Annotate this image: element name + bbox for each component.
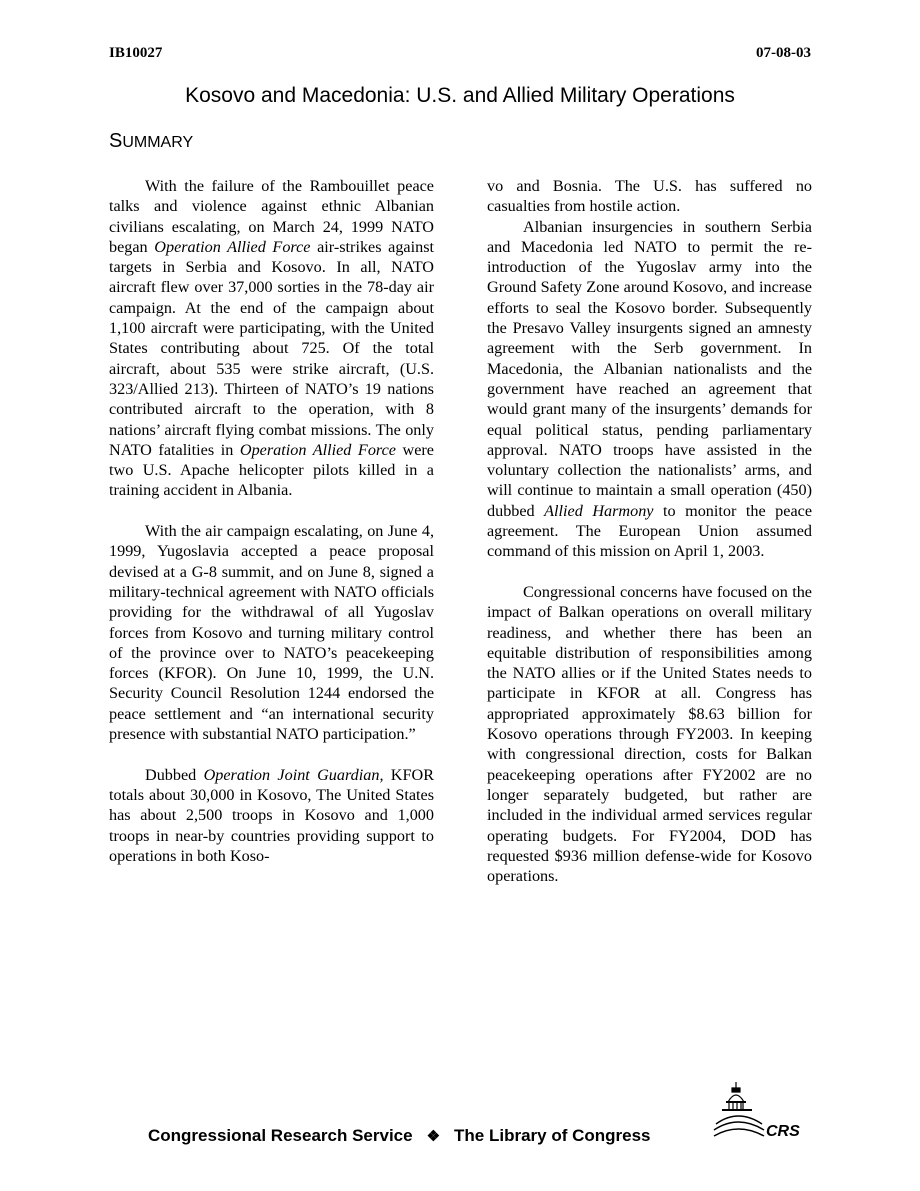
paragraph-albanian-insurgencies xyxy=(487,217,812,562)
footer-library-name: The Library of Congress xyxy=(454,1126,651,1145)
paragraph-congressional-concerns: Congressional concerns have focused on the impact of Balkan operations on overall military readiness, and whether there has been an equitable distribution of responsibilities among the NATO allies or if the United States needs to participate in KFOR at all. Congress has appropriated approximately $8.63 billion for Kosovo operations through FY2003. In keeping with congressional direction, costs for Balkan peacekeeping operations after FY2002 are no longer separately budgeted, but rather are included in the individual armed services regular operating budgets. For FY2004, DOD has requested $936 million defense-wide for Kosovo operations. xyxy=(487,582,812,886)
summary-heading xyxy=(109,130,193,153)
paragraph-rambouillet xyxy=(109,176,434,501)
operation-name: Operation Allied Force xyxy=(239,440,396,459)
text-run: to monitor the peace agreement. The European Union assumed command of this mission on April 1, 2003. xyxy=(487,501,812,561)
text-run: air-strikes against targets in Serbia and Kosovo. In all, NATO aircraft flew over 37,000 sorties in the 78-day air campaign. At the end of the campaign about 1,100 aircraft were participating, with the United States contributing about 725. Of the total aircraft, about 535 were strike aircraft, (U.S. 323/Allied 213). Thirteen of NATO’s 19 nations contributed aircraft to the operation, with 8 nations’ aircraft flying combat missions. The only NATO fatalities in xyxy=(109,237,434,459)
paragraph-joint-guardian xyxy=(109,765,434,866)
text-run: With the failure of the Rambouillet peace talks and violence against ethnic Albanian civilians escalating, on March 24, 1999 NATO began xyxy=(109,177,434,256)
right-column xyxy=(487,176,812,886)
report-id: IB10027 xyxy=(109,45,163,61)
text-run: Dubbed xyxy=(145,765,204,784)
text-run: were two U.S. Apache helicopter pilots killed in a training accident in Albania. xyxy=(109,440,434,500)
crs-logo-text: CRS xyxy=(766,1123,800,1140)
paragraph-peace-proposal: With the air campaign escalating, on June 4, 1999, Yugoslavia accepted a peace proposal devised at a G-8 summit, and on June 8, signed a military-technical agreement with NATO officials providing for the withdrawal of all Yugoslav forces from Kosovo and turning military control of the province over to NATO’s peacekeeping forces (KFOR). On June 10, 1999, the U.N. Security Council Resolution 1244 endorsed the peace settlement and “an international security presence with substantial NATO participation.” xyxy=(109,522,434,744)
left-column xyxy=(109,176,434,866)
text-run: Albanian insurgencies in southern Serbia and Macedonia led NATO to permit the re-introduction of the Yugoslav army into the Ground Safety Zone around Kosovo, and increase efforts to seal the Kosovo border. Subsequently the Presavo Valley insurgents signed an amnesty agreement with the Serb government. In Macedonia, the Albanian nationalists and the government have reached an agreement that would grant many of the insurgents’ demands for equal political status, pending parliamentary approval. NATO troops have assisted in the voluntary collection the nationalists’ arms, and will continue to maintain a small operation (450) dubbed xyxy=(487,217,812,520)
page-title: Kosovo and Macedonia: U.S. and Allied Military Operations xyxy=(185,84,735,107)
paragraph-continuation: vo and Bosnia. The U.S. has suffered no casualties from hostile action. xyxy=(487,177,812,216)
footer-crs-name: Congressional Research Service xyxy=(148,1126,413,1145)
capitol-dome-icon xyxy=(714,1082,764,1136)
footer-separator: ❖ xyxy=(426,1128,441,1145)
summary-heading-rest: UMMARY xyxy=(122,134,194,151)
operation-name: Operation Joint Guardian, xyxy=(203,765,384,784)
footer xyxy=(148,1126,708,1146)
summary-heading-initial: S xyxy=(109,130,123,152)
text-run: KFOR totals about 30,000 in Kosovo, The United States has about 2,500 troops in Kosovo and 1,000 troops in near-by countries providing support to operations in both Koso- xyxy=(109,765,434,865)
operation-name: Allied Harmony xyxy=(544,501,654,520)
report-date: 07-08-03 xyxy=(756,45,811,61)
crs-logo xyxy=(712,1080,812,1146)
operation-name: Operation Allied Force xyxy=(154,237,311,256)
